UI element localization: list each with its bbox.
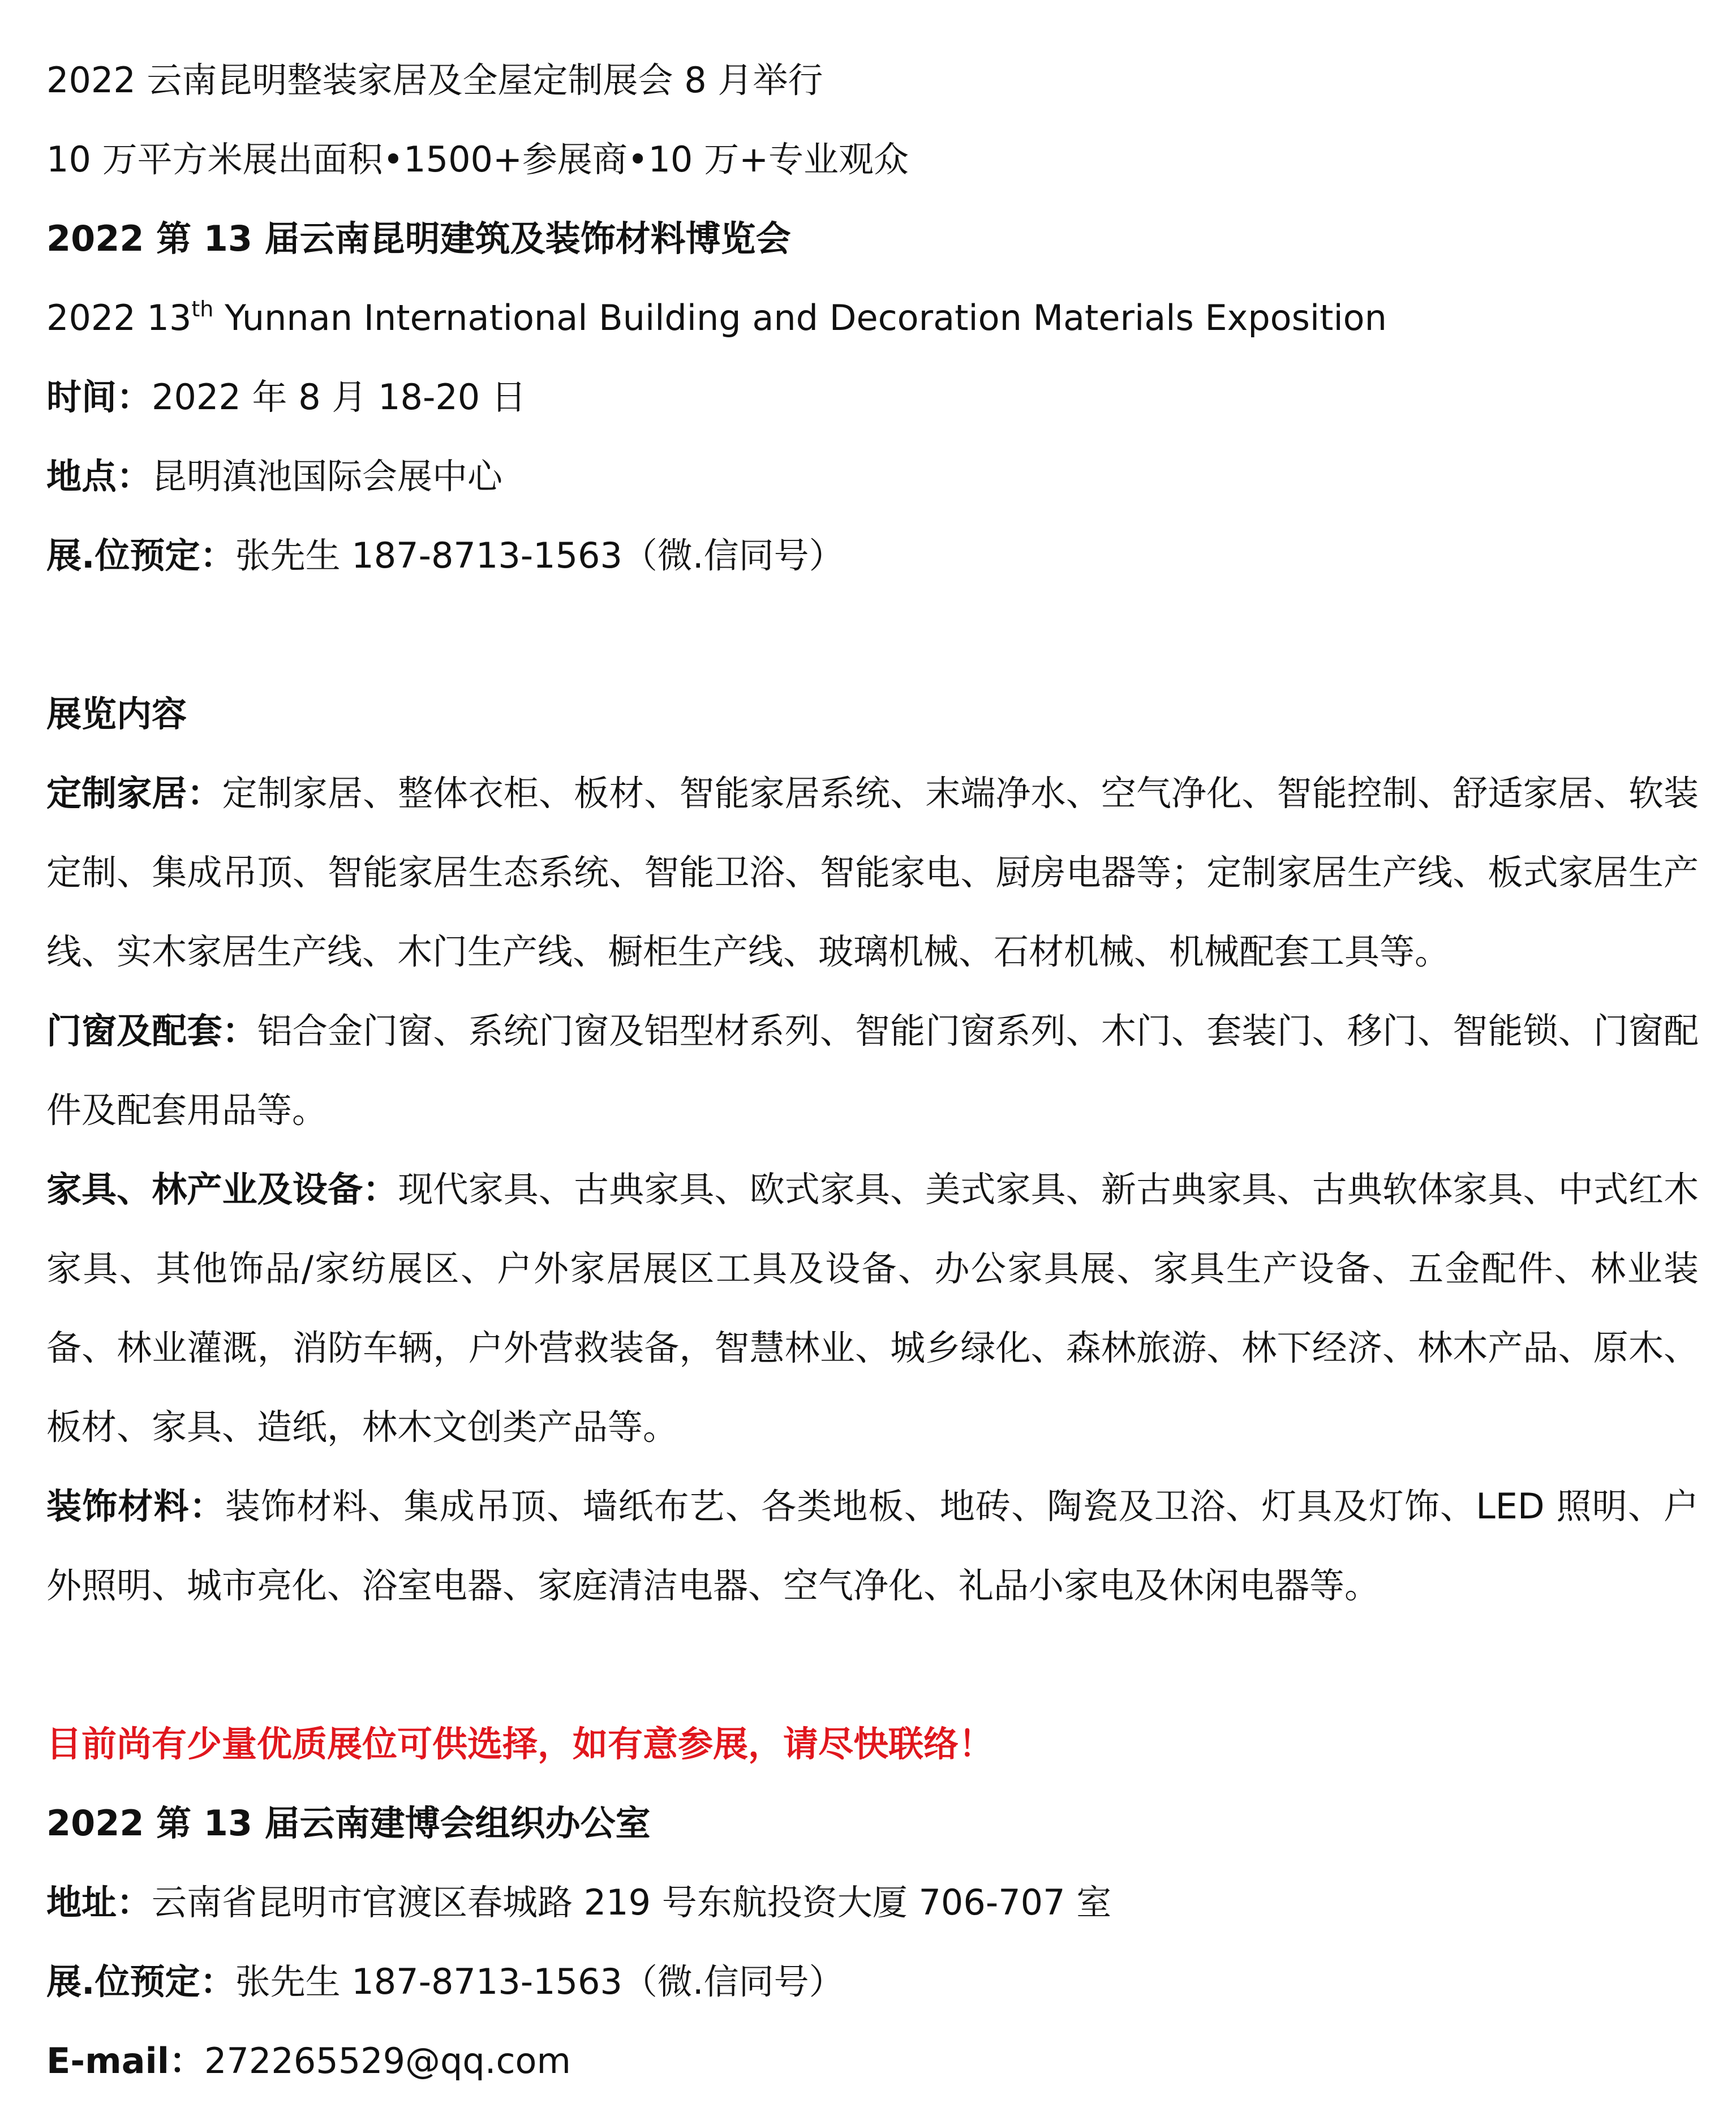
expo-title-en [46,278,1699,358]
section-doors-windows [46,992,1699,1150]
section-custom-home [46,754,1699,992]
address-label: 地址： [46,1882,152,1923]
booking-value: 张先生 187-8713-1563（微.信同号） [235,535,844,576]
document-page [46,41,1699,2101]
section-label: 家具、林产业及设备： [46,1169,398,1210]
availability-notice: 目前尚有少量优质展位可供选择，如有意参展，请尽快联络！ [46,1723,994,1765]
address-value: 云南省昆明市官渡区春城路 219 号东航投资大厦 706-707 室 [152,1882,1112,1923]
expo-title-en-prefix: 2022 13 [46,297,192,338]
section-text: 定制家居、整体衣柜、板材、智能家居系统、末端净水、空气净化、智能控制、舒适家居、软装定制、集成吊顶、智能家居生态系统、智能卫浴、智能家电、厨房电器等；定制家居生产线、板式家居生产线、实木家居生产线、木门生产线、橱柜生产线、玻璃机械、石材机械、机械配套工具等。 [46,772,1699,972]
email-line [46,2021,1699,2101]
booking-label: 展.位预定： [46,535,235,576]
time-value: 2022 年 8 月 18-20 日 [152,376,526,418]
venue-value: 昆明滇池国际会展中心 [152,456,503,497]
section-text: 装饰材料、集成吊顶、墙纸布艺、各类地板、地砖、陶瓷及卫浴、灯具及灯饰、LED 照明、户外照明、城市亮化、浴室电器、家庭清洁电器、空气净化、礼品小家电及休闲电器等。 [46,1486,1699,1606]
email-label: E-mail： [46,2040,205,2081]
expo-title-cn: 2022 第 13 届云南昆明建筑及装饰材料博览会 [46,218,791,259]
booking-label: 展.位预定： [46,1961,235,2002]
expo-title-en-suffix: Yunnan International Building and Decoration Materials Exposition [213,297,1387,338]
time-line [46,358,1699,437]
booking-value: 张先生 187-8713-1563（微.信同号） [235,1961,844,2002]
section-text: 现代家具、古典家具、欧式家具、美式家具、新古典家具、古典软体家具、中式红木家具、其他饰品/家纺展区、户外家居展区工具及设备、办公家具展、家具生产设备、五金配件、林业装备、林业灌溉，消防车辆，户外营救装备，智慧林业、城乡绿化、森林旅游、林下经济、林木产品、原木、板材、家具、造纸，林木文创类产品等。 [46,1169,1699,1448]
email-value: 272265529@qq.com [204,2040,571,2081]
address-line [46,1863,1699,1942]
section-label: 定制家居： [46,772,222,814]
section-decoration-materials [46,1467,1699,1625]
organizer-office: 2022 第 13 届云南建博会组织办公室 [46,1802,651,1844]
section-text: 铝合金门窗、系统门窗及铝型材系列、智能门窗系列、木门、套装门、移门、智能锁、门窗配件及配套用品等。 [46,1010,1699,1131]
venue-line [46,437,1699,516]
section-label: 门窗及配套： [46,1010,257,1051]
contact-booking-line [46,1942,1699,2021]
section-furniture-forestry [46,1150,1699,1467]
spacer [46,595,1699,675]
content-heading: 展览内容 [46,693,187,735]
section-label: 装饰材料： [46,1486,225,1527]
venue-label: 地点： [46,456,152,497]
booking-line [46,516,1699,595]
time-label: 时间： [46,376,152,418]
expo-title-en-sup: th [191,297,214,321]
headline: 2022 云南昆明整装家居及全屋定制展会 8 月举行 [46,59,823,101]
stats-line: 10 万平方米展出面积•1500+参展商•10 万+专业观众 [46,139,909,180]
spacer [46,1625,1699,1705]
